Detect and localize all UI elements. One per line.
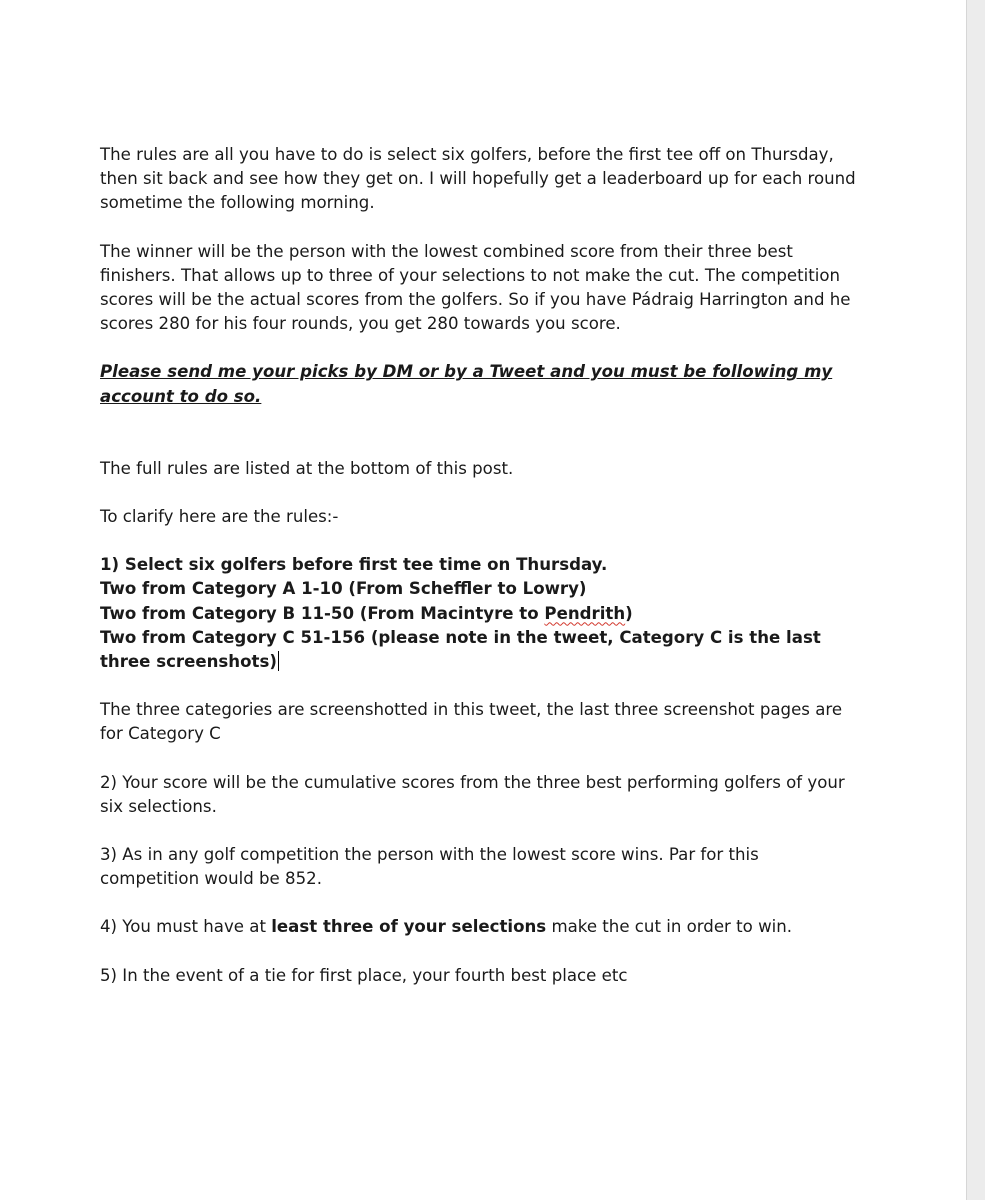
rule-5-paragraph: 5) In the event of a tie for first place, your fourth best place etc: [100, 965, 628, 985]
intro-paragraph: The rules are all you have to do is select six golfers, before the first tee off on Thursday, then sit back and see how they get on. I will hopefully get a leaderboard up for each round sometime the following morning.: [100, 145, 856, 213]
scoring-paragraph: The winner will be the person with the lowest combined score from their three best finishers. That allows up to three of your selections to not make the cut. The competition scores will be the actual scores from the golfers. So if you have Pádraig Harrington and he scores 280 for his four rounds, you get 280 towards you score.: [100, 241, 851, 334]
rule-4-text-start: 4) You must have at: [100, 917, 272, 937]
misspelled-word[interactable]: Pendrith: [544, 603, 626, 623]
text-cursor: [278, 651, 279, 671]
vertical-scrollbar[interactable]: [966, 0, 985, 1200]
categories-paragraph: The three categories are screenshotted in this tweet, the last three screenshot pages are for Category C: [100, 700, 843, 744]
rule-4-bold-text: least three of your selections: [271, 917, 547, 937]
rule-1-line-4-text: Two from Category C 51-156 (please note in the tweet, Category C is the last three screenshots): [100, 627, 821, 672]
clarify-paragraph: To clarify here are the rules:-: [100, 507, 339, 527]
rule-4-text-end: make the cut in order to win.: [546, 917, 793, 937]
document-body[interactable]: [100, 143, 860, 988]
rule-4-paragraph: [100, 915, 860, 939]
rule-1-line-1: 1) Select six golfers before first tee time on Thursday.: [100, 555, 608, 575]
rule-1-block: [100, 553, 860, 674]
rule-1-line-2: Two from Category A 1-10 (From Scheffler to Lowry): [100, 579, 587, 599]
rule-1-line-3: [100, 602, 860, 626]
full-rules-paragraph: The full rules are listed at the bottom of this post.: [100, 458, 514, 478]
rule-1-line-4: [100, 626, 860, 674]
notice-paragraph: Please send me your picks by DM or by a Tweet and you must be following my account to do so.: [100, 362, 833, 406]
rule-1-line-3-end: ): [625, 603, 633, 623]
rule-2-paragraph: 2) Your score will be the cumulative scores from the three best performing golfers of your six selections.: [100, 772, 845, 816]
rule-1-line-3-text: Two from Category B 11-50 (From Macintyre to: [100, 603, 545, 623]
rule-3-paragraph: 3) As in any golf competition the person with the lowest score wins. Par for this competition would be 852.: [100, 845, 759, 889]
